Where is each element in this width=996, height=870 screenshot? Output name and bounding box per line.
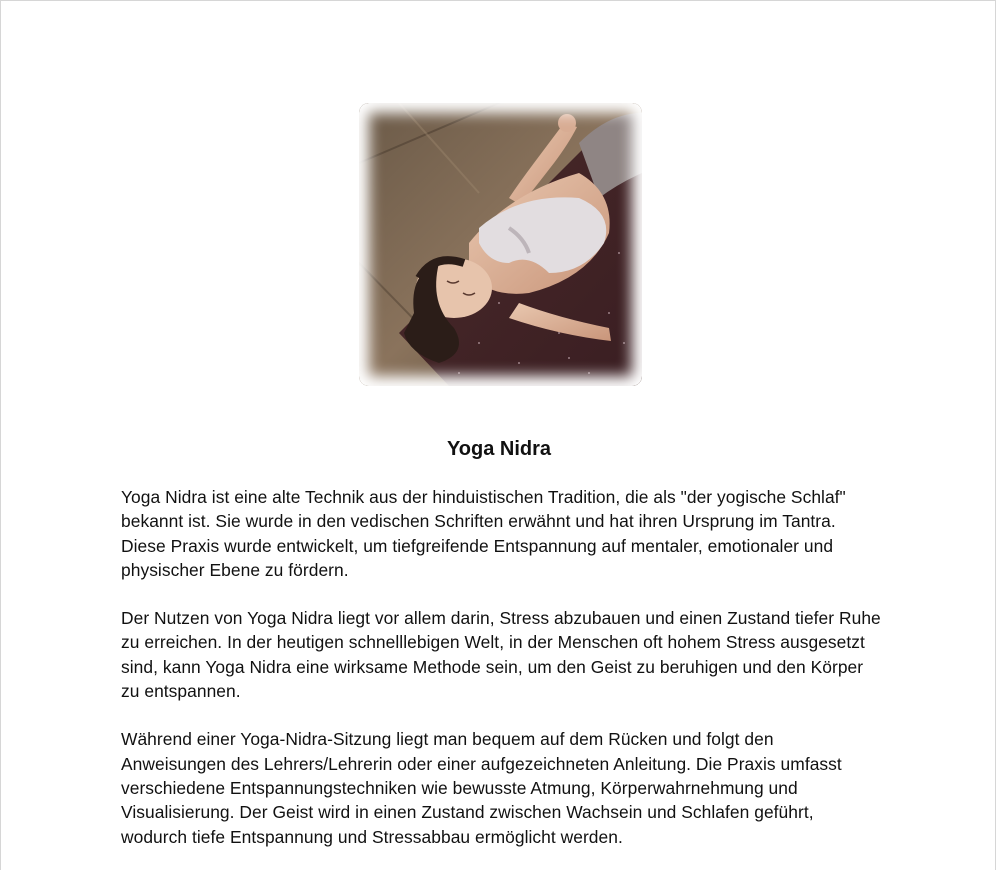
paragraph-intro: Yoga Nidra ist eine alte Technik aus der hinduistischen Tradition, die als "der yogische Schlaf" bekannt ist. Sie wurde in den vedischen Schriften erwähnt und hat ihren Ursprung im Tantra. Diese Praxis wurde entwickelt, um tiefgreifende Entspannung auf mentaler, emotionaler und physischer Ebene zu fördern. (121, 487, 846, 580)
paragraph-benefits: Der Nutzen von Yoga Nidra liegt vor allem darin, Stress abzubauen und einen Zustand tiefer Ruhe zu erreichen. In der heutigen schnelllebigen Welt, in der Menschen oft hohem Stress ausgesetzt sind, kann Yoga Nidra eine wirksame Methode sein, um den Geist zu beruhigen und den Körper zu entspannen. (121, 608, 881, 702)
paragraph-session: Während einer Yoga-Nidra-Sitzung liegt man bequem auf dem Rücken und folgt den Anweisungen des Lehrers/Lehrerin oder einer aufgezeichneten Anleitung. Die Praxis umfasst verschiedene Entspannungstechniken wie bewusste Atmung, Körperwahrnehmung und Visualisierung. Der Geist wird in einen Zustand zwischen Wachsein und Schlafen geführt, wodurch tiefe Entspannung und Stressabbau ermöglicht werden. (121, 729, 842, 847)
document-title: Yoga Nidra (446, 438, 552, 460)
yoga-photo-image (359, 103, 642, 386)
yoga-photo-illustration (359, 103, 642, 386)
document-body (121, 485, 881, 870)
yoga-photo (359, 103, 642, 386)
